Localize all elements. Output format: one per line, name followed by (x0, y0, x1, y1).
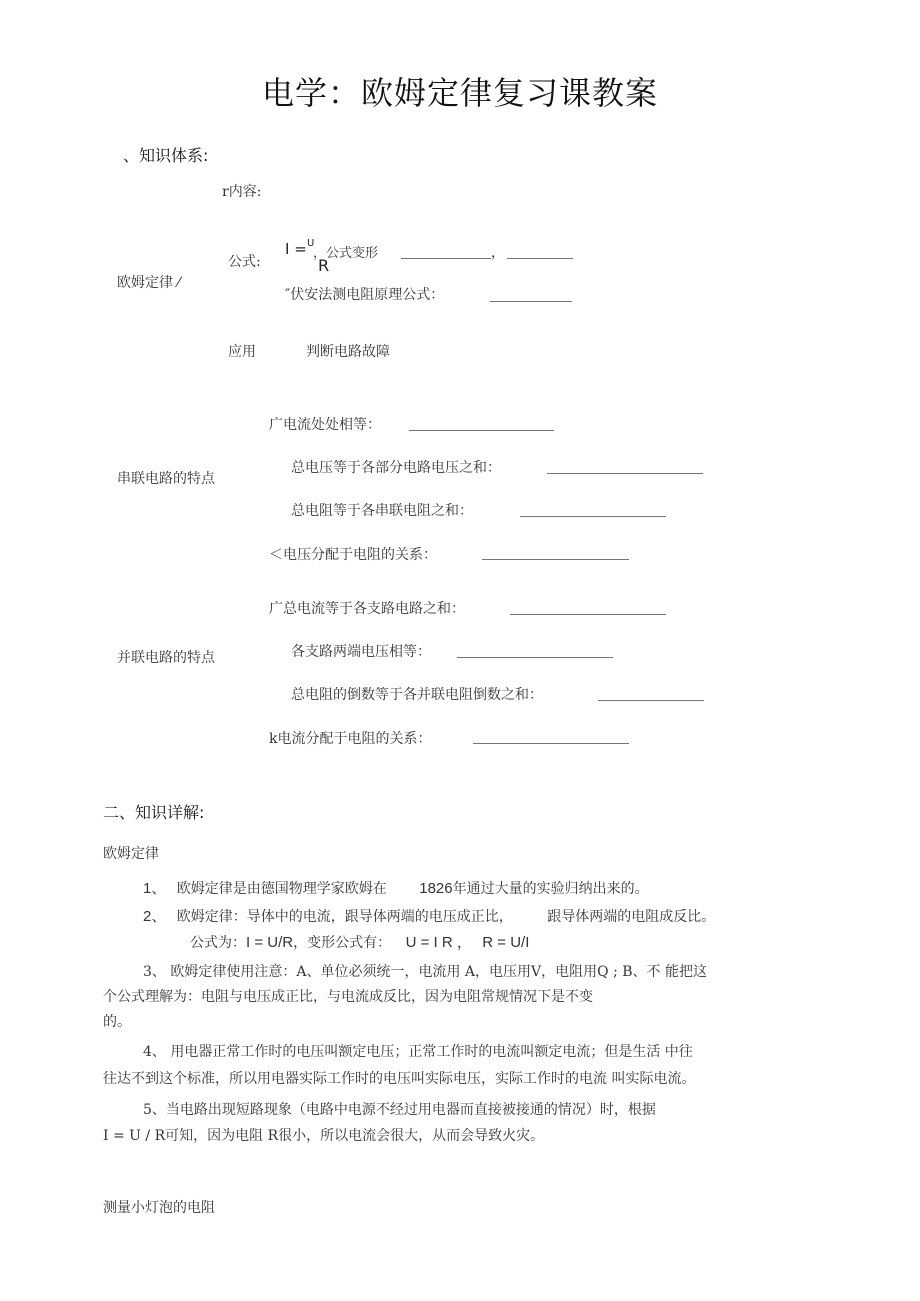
parallel-blank-4[interactable] (473, 742, 629, 744)
series-item: 总电阻等于各串联电阻之和： (291, 503, 473, 519)
formula-r: R (318, 256, 330, 275)
paragraph-5-line-2: I = U / R可知，因为电阻 R很小，所以电流会很大，从而会导致火灾。 (103, 1128, 545, 1144)
formula-variant-blank-1[interactable] (401, 257, 491, 259)
formula-u: U (307, 238, 315, 249)
formula-i: I = (285, 240, 307, 258)
parallel-item: 各支路两端电压相等： (291, 644, 431, 660)
p2-text-b: 跟导体两端的电阻成反比。 (547, 909, 716, 925)
p1-text: 欧姆定律是由德国物理学家欧姆在 (176, 881, 387, 897)
section2-subheading: 欧姆定律 (103, 846, 159, 862)
series-item: 广电流处处相等： (269, 417, 381, 433)
p1-year: 1826 (419, 880, 453, 897)
p2-number: 2、 (143, 908, 167, 925)
paragraph-1 (143, 876, 649, 902)
formula-variant-blank-2[interactable] (507, 257, 573, 259)
section2-subheading-2: 测量小灯泡的电阻 (103, 1200, 215, 1216)
paragraph-3-line-3: 的。 (103, 1014, 131, 1030)
series-blank-2[interactable] (547, 472, 703, 474)
page-title: 电学：欧姆定律复习课教案 (261, 74, 658, 112)
formula-comma: ， (491, 245, 505, 261)
formula-label: 公式: (228, 254, 261, 270)
paragraph-3-line-2: 个公式理解为：电阻与电压成正比，与电流成反比，因为电阻常规情况下是不变 (103, 989, 593, 1005)
voltammetry-label: ″伏安法测电阻原理公式： (285, 287, 445, 303)
formula-block (285, 238, 585, 278)
formula-variant-label: ，公式变形 (313, 246, 379, 261)
paragraph-4-line-1: 4、 用电器正常工作时的电压叫额定电压；正常工作时的电流叫额定电流；但是生活 中往 (143, 1044, 693, 1060)
series-item: 总电压等于各部分电路电压之和： (291, 460, 501, 476)
parallel-blank-1[interactable] (510, 613, 666, 615)
paragraph-5-line-1: 5、当电路出现短路现象（电路中电源不经过用电器而直接被接通的情况）时，根据 (143, 1102, 656, 1118)
parallel-blank-2[interactable] (457, 656, 613, 658)
ohm-law-label: 欧姆定律 ⁄ (117, 275, 180, 291)
parallel-item: 广总电流等于各支路电路之和： (269, 601, 465, 617)
formula-main: I = U/R (246, 934, 294, 951)
formula-variant-1: U = I R ， (405, 934, 472, 951)
parallel-item: 总电阻的倒数等于各并联电阻倒数之和： (291, 687, 543, 703)
section1-heading: 、知识体系: (123, 146, 209, 165)
paragraph-4-line-2: 往达不到这个标准，所以用电器实际工作时的电压叫实际电压，实际工作时的电流 叫实际电流。 (103, 1071, 696, 1087)
ohm-content-label: r内容: (222, 184, 262, 200)
p1-number: 1、 (143, 880, 167, 897)
series-blank-4[interactable] (482, 558, 629, 560)
formula-variant-2: R = U/I (482, 934, 530, 951)
section2-heading: 二、知识详解: (103, 803, 205, 822)
series-blank-3[interactable] (520, 515, 666, 517)
application-value: 判断电路故障 (306, 344, 390, 360)
voltammetry-blank[interactable] (490, 300, 572, 302)
formula-variant-label: ，变形公式有： (293, 935, 392, 951)
p1-text-b: 年通过大量的实验归纳出来的。 (452, 881, 649, 897)
paragraph-2-formula (190, 930, 529, 956)
series-item: ＜电压分配于电阻的关系： (269, 547, 437, 563)
parallel-item: k电流分配于电阻的关系： (269, 731, 432, 747)
formula-prefix: 公式为： (190, 935, 246, 951)
parallel-label: 并联电路的特点 (117, 650, 215, 666)
series-label: 串联电路的特点 (117, 471, 215, 487)
series-blank-1[interactable] (409, 429, 554, 431)
parallel-blank-3[interactable] (598, 699, 704, 701)
p2-text: 欧姆定律：导体中的电流，跟导体两端的电压成正比， (176, 909, 513, 925)
paragraph-2 (143, 904, 715, 930)
application-label: 应用 (228, 344, 256, 360)
paragraph-3-line-1: 3、 欧姆定律使用注意：A、单位必须统一，电流用 A，电压用V，电阻用Q ; B、不 能把这 (143, 964, 707, 980)
